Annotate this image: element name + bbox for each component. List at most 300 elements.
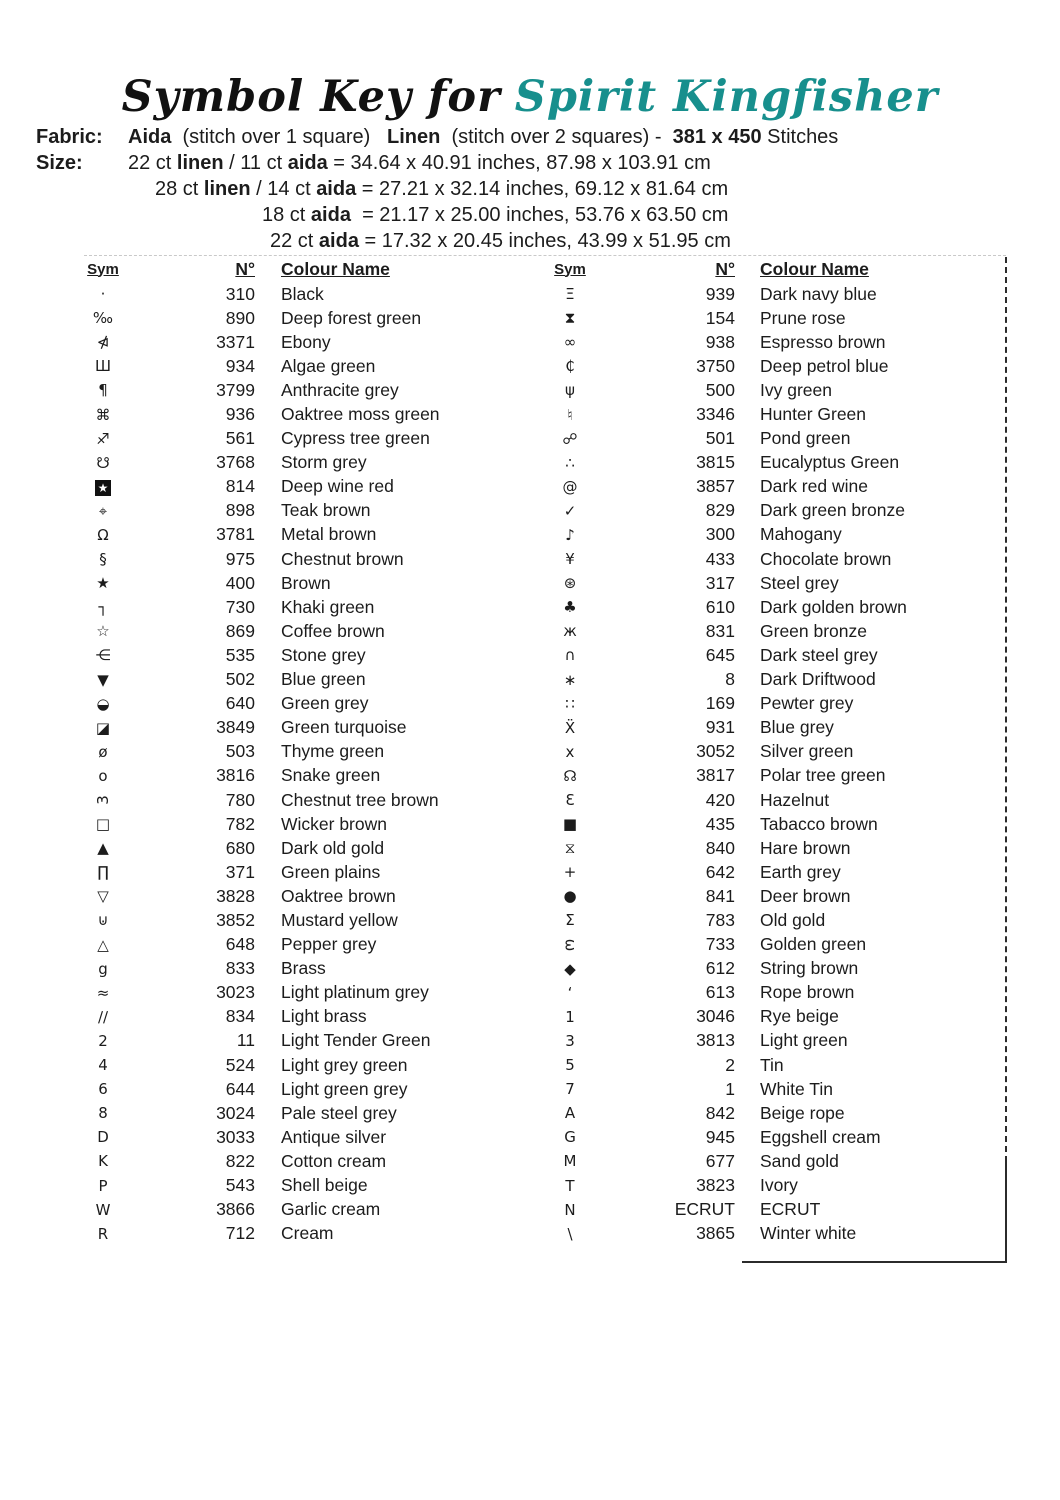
symbol-cell	[80, 1152, 126, 1170]
colour-name-cell: Old gold	[760, 909, 826, 930]
symbol-cell	[550, 671, 590, 689]
symbol-cell	[550, 454, 590, 472]
symbol-cell	[80, 839, 126, 857]
colour-name-cell: Wicker brown	[281, 813, 387, 834]
symbol-cell	[80, 960, 126, 978]
thread-number-cell: 3866	[216, 1199, 255, 1220]
text-segment: Linen	[386, 126, 441, 148]
key-row	[80, 427, 530, 451]
colour-name-cell: Green grey	[281, 693, 369, 714]
key-row	[80, 716, 530, 740]
key-row	[80, 354, 530, 378]
key-row	[80, 740, 530, 764]
key-row	[80, 668, 530, 692]
colour-name-cell: Dark green bronze	[760, 500, 905, 521]
colour-name-cell: Anthracite grey	[281, 379, 399, 400]
text-segment: aida	[287, 152, 328, 174]
page-title	[0, 72, 1060, 122]
title-name: Spirit Kingfisher	[514, 72, 939, 122]
symbol-cell	[80, 936, 126, 954]
symbol-cell	[80, 1177, 126, 1195]
symbol-glyph: 7	[565, 1080, 575, 1099]
text-segment: aida	[316, 178, 357, 200]
key-row	[550, 595, 1000, 619]
symbol-cell	[550, 1225, 590, 1243]
symbol-cell	[80, 815, 126, 833]
key-row	[550, 1198, 1000, 1222]
colour-name-cell: Steel grey	[760, 572, 839, 593]
key-row	[80, 643, 530, 667]
thread-number-cell: 645	[705, 644, 735, 665]
symbol-cell	[550, 285, 590, 303]
symbol-cell	[80, 550, 126, 568]
symbol-glyph: Ω	[97, 525, 109, 544]
specs-block	[36, 124, 838, 254]
thread-number-cell: 680	[225, 837, 255, 858]
symbol-glyph: ‰	[92, 309, 114, 328]
symbol-cell	[80, 598, 126, 616]
thread-number-cell: 1	[725, 1078, 735, 1099]
thread-number-cell: 834	[225, 1006, 255, 1027]
colour-name-cell: Light green	[760, 1030, 848, 1051]
symbol-glyph: ∷	[565, 694, 575, 713]
colour-name-cell: Beige rope	[760, 1102, 845, 1123]
key-row	[80, 595, 530, 619]
symbol-glyph: ⌖	[98, 501, 108, 520]
thread-number-cell: 898	[225, 500, 255, 521]
sym-header: Sym	[554, 260, 586, 278]
thread-number-cell: 310	[225, 283, 255, 304]
colour-name-cell: Thyme green	[281, 741, 385, 762]
colour-name-cell: Chestnut tree brown	[281, 789, 439, 810]
symbol-cell	[550, 622, 590, 640]
symbol-glyph: ⊍	[97, 911, 109, 930]
symbol-glyph: ☊	[563, 766, 577, 785]
thread-number-cell: 3052	[696, 741, 735, 762]
key-row	[550, 1101, 1000, 1125]
symbol-cell	[550, 478, 590, 496]
colour-name-cell: Green plains	[281, 861, 381, 882]
colour-name-cell: Hunter Green	[760, 404, 867, 425]
size-line	[128, 202, 731, 228]
thread-number-cell: 936	[225, 404, 255, 425]
colour-name-cell: Tabacco brown	[760, 813, 878, 834]
symbol-cell	[80, 743, 126, 761]
symbol-cell	[550, 1104, 590, 1122]
key-row	[550, 571, 1000, 595]
size-line	[128, 150, 731, 176]
symbol-glyph: Ш	[94, 357, 112, 376]
colour-name-cell: Winter white	[760, 1223, 857, 1244]
symbol-glyph: ‘	[567, 983, 573, 1002]
colour-name-cell: Coffee brown	[281, 620, 385, 641]
symbol-glyph: ¶	[98, 381, 108, 400]
key-row	[550, 812, 1000, 836]
symbol-glyph: ∕∕	[97, 1007, 109, 1026]
colour-name-cell: Teak brown	[281, 500, 371, 521]
key-row	[80, 1101, 530, 1125]
symbol-cell	[550, 598, 590, 616]
key-row	[550, 668, 1000, 692]
key-row	[80, 547, 530, 571]
title-prefix: Symbol Key for	[121, 72, 501, 122]
thread-number-cell: 840	[705, 837, 735, 858]
key-row	[550, 475, 1000, 499]
key-row	[550, 378, 1000, 402]
colour-name-cell: Eggshell cream	[760, 1126, 881, 1147]
text-segment: Stitches	[761, 126, 839, 148]
symbol-glyph: 8	[98, 1104, 108, 1123]
colour-name-cell: Prune rose	[760, 307, 846, 328]
symbol-glyph: x	[565, 742, 575, 761]
text-segment: = 27.21 x 32.14 inches, 69.12 x 81.64 cm	[356, 178, 729, 200]
symbol-cell	[80, 406, 126, 424]
thread-number-cell: 975	[225, 548, 255, 569]
key-header-right	[550, 256, 1000, 282]
key-row	[80, 1077, 530, 1101]
symbol-cell	[550, 1008, 590, 1026]
colour-name-cell: Stone grey	[281, 644, 366, 665]
colour-name-cell: Blue green	[281, 669, 366, 690]
key-row	[80, 619, 530, 643]
symbol-cell	[80, 1056, 126, 1074]
symbol-cell	[80, 478, 126, 496]
symbol-glyph: ⧗	[564, 309, 576, 328]
colour-name-cell: Dark old gold	[281, 837, 385, 858]
symbol-cell	[80, 1201, 126, 1219]
colour-name-cell: Dark Driftwood	[760, 669, 876, 690]
symbol-cell	[550, 430, 590, 448]
thread-number-cell: 501	[705, 428, 735, 449]
symbol-glyph: ♣	[563, 598, 577, 617]
colour-name-cell: Blue grey	[760, 717, 834, 738]
symbol-cell	[550, 1056, 590, 1074]
symbol-cell	[80, 984, 126, 1002]
number-header: N°	[715, 258, 735, 279]
symbol-cell	[550, 406, 590, 424]
colour-name-cell: Deep petrol blue	[760, 355, 889, 376]
thread-number-cell: 8	[725, 669, 735, 690]
fabric-row	[36, 124, 838, 150]
symbol-glyph: ψ	[565, 381, 575, 400]
symbol-glyph: ◪	[95, 718, 111, 737]
size-lines	[128, 150, 731, 254]
thread-number-cell: 524	[225, 1054, 255, 1075]
symbol-glyph: ♪	[565, 525, 575, 544]
thread-number-cell: 644	[225, 1078, 255, 1099]
thread-number-cell: 3023	[216, 982, 255, 1003]
thread-number-cell: 733	[705, 934, 735, 955]
symbol-cell	[550, 1152, 590, 1170]
colour-name-cell: Dark red wine	[760, 476, 868, 497]
colour-name-cell: Pewter grey	[760, 693, 854, 714]
size-row	[36, 150, 838, 254]
key-row	[550, 1053, 1000, 1077]
colour-name-cell: Cream	[281, 1223, 334, 1244]
thread-number-cell: 3346	[696, 404, 735, 425]
symbol-cell	[80, 671, 126, 689]
text-segment: (stitch over 2 squares) -	[440, 126, 673, 148]
key-row	[550, 1077, 1000, 1101]
symbol-cell	[80, 863, 126, 881]
key-row	[80, 571, 530, 595]
text-segment: / 14 ct	[250, 178, 317, 200]
size-line	[128, 176, 731, 202]
fabric-label: Fabric:	[36, 126, 103, 148]
thread-number-cell: 3768	[216, 452, 255, 473]
thread-number-cell: 561	[225, 428, 255, 449]
symbol-glyph: o	[98, 766, 108, 785]
thread-number-cell: 300	[705, 524, 735, 545]
colour-name-cell: Light green grey	[281, 1078, 408, 1099]
size-label: Size:	[36, 152, 83, 174]
colour-name-cell: Ivory	[760, 1175, 798, 1196]
key-rows-right	[550, 282, 1000, 1246]
symbol-glyph: □	[95, 815, 111, 834]
symbol-cell	[80, 1104, 126, 1122]
symbol-glyph: g	[98, 959, 108, 978]
colour-name-cell: Earth grey	[760, 861, 841, 882]
thread-number-cell: 829	[705, 500, 735, 521]
thread-number-cell: 842	[705, 1102, 735, 1123]
symbol-glyph: ☍	[562, 429, 578, 448]
thread-number-cell: 503	[225, 741, 255, 762]
symbol-glyph: ▼	[97, 670, 109, 689]
thread-number-cell: 833	[225, 958, 255, 979]
symbol-cell	[550, 1201, 590, 1219]
thread-number-cell: 783	[705, 909, 735, 930]
colour-name-cell: Pond green	[760, 428, 851, 449]
key-row	[550, 740, 1000, 764]
key-row	[80, 475, 530, 499]
symbol-cell	[550, 309, 590, 327]
key-row	[80, 764, 530, 788]
symbol-cell	[80, 526, 126, 544]
thread-number-cell: 3813	[696, 1030, 735, 1051]
symbol-cell	[550, 791, 590, 809]
key-row	[550, 933, 1000, 957]
symbol-glyph: ♮	[567, 405, 573, 424]
key-row	[550, 330, 1000, 354]
thread-number-cell: 3750	[696, 355, 735, 376]
symbol-cell	[80, 1008, 126, 1026]
symbol-glyph: ·	[100, 285, 106, 304]
colour-name-cell: Dark golden brown	[760, 596, 907, 617]
symbol-glyph: △	[97, 935, 109, 954]
symbol-glyph: ∗	[563, 670, 577, 689]
fabric-content	[128, 124, 838, 150]
key-row	[550, 692, 1000, 716]
key-row	[550, 981, 1000, 1005]
thread-number-cell: 400	[225, 572, 255, 593]
symbol-glyph: G	[564, 1128, 576, 1147]
colour-name-cell: Ivy green	[760, 379, 832, 400]
symbol-cell	[80, 1128, 126, 1146]
thread-number-cell: 934	[225, 355, 255, 376]
key-row	[80, 1222, 530, 1246]
text-segment: = 17.32 x 20.45 inches, 43.99 x 51.95 cm	[358, 230, 731, 252]
symbol-cell	[80, 285, 126, 303]
key-row	[550, 764, 1000, 788]
symbol-glyph: M	[563, 1152, 577, 1171]
key-row	[80, 692, 530, 716]
colour-name-cell: Green bronze	[760, 620, 868, 641]
colour-name-cell: ECRUT	[760, 1199, 821, 1220]
symbol-cell	[80, 695, 126, 713]
text-segment: = 21.17 x 25.00 inches, 53.76 x 63.50 cm	[350, 204, 729, 226]
key-row	[550, 908, 1000, 932]
symbol-cell	[80, 381, 126, 399]
symbol-glyph: ⊛	[563, 574, 577, 593]
key-row	[550, 1173, 1000, 1197]
key-row	[550, 1125, 1000, 1149]
thread-number-cell: 3816	[216, 765, 255, 786]
key-row	[80, 1149, 530, 1173]
symbol-glyph: ⧖	[564, 839, 576, 858]
thread-number-cell: 3849	[216, 717, 255, 738]
symbol-cell	[550, 574, 590, 592]
thread-number-cell: 938	[705, 331, 735, 352]
colour-name-cell: Tin	[760, 1054, 784, 1075]
symbol-cell	[550, 1177, 590, 1195]
bottom-rule	[742, 1261, 1007, 1263]
symbol-cell	[80, 1032, 126, 1050]
colour-name-cell: Brass	[281, 958, 326, 979]
key-row	[550, 306, 1000, 330]
key-row	[80, 330, 530, 354]
symbol-glyph: ◆	[564, 959, 576, 978]
symbol-cell	[80, 574, 126, 592]
colour-name-cell: White Tin	[760, 1078, 833, 1099]
symbol-glyph: 3	[93, 795, 112, 805]
symbol-glyph: R	[97, 1224, 109, 1243]
thread-number-cell: 3046	[696, 1006, 735, 1027]
symbol-glyph: +	[563, 863, 577, 882]
thread-number-cell: 420	[705, 789, 735, 810]
colour-name-cell: Polar tree green	[760, 765, 886, 786]
colour-name-cell: Green turquoise	[281, 717, 407, 738]
symbol-cell	[550, 381, 590, 399]
thread-number-cell: 154	[705, 307, 735, 328]
colour-name-cell: Deep forest green	[281, 307, 422, 328]
symbol-glyph: Ẍ	[564, 718, 576, 737]
key-row	[80, 306, 530, 330]
symbol-cell	[80, 1080, 126, 1098]
key-row	[550, 957, 1000, 981]
key-row	[550, 402, 1000, 426]
thread-number-cell: 535	[225, 644, 255, 665]
symbol-glyph: ∏	[97, 863, 109, 882]
colour-name-cell: Deep wine red	[281, 476, 394, 497]
symbol-glyph: 2	[98, 1031, 108, 1050]
key-column-right	[550, 256, 1000, 1246]
symbol-cell	[550, 839, 590, 857]
key-rows-left	[80, 282, 530, 1246]
symbol-glyph: Ɛ	[565, 791, 575, 810]
key-row	[550, 547, 1000, 571]
thread-number-cell: 502	[225, 669, 255, 690]
colour-name-cell: String brown	[760, 958, 859, 979]
key-row	[80, 836, 530, 860]
symbol-cell	[550, 743, 590, 761]
key-row	[550, 643, 1000, 667]
symbol-glyph: ▲	[97, 839, 109, 858]
key-row	[80, 884, 530, 908]
symbol-glyph: 6	[98, 1080, 108, 1099]
thread-number-cell: 831	[705, 620, 735, 641]
key-row	[550, 836, 1000, 860]
symbol-cell	[80, 911, 126, 929]
text-segment: / 11 ct	[223, 152, 288, 174]
text-segment: aida	[318, 230, 359, 252]
symbol-cell	[550, 502, 590, 520]
thread-number-cell: 169	[705, 693, 735, 714]
colour-name-header: Colour Name	[281, 258, 390, 279]
key-row	[80, 1053, 530, 1077]
symbol-cell	[550, 936, 590, 954]
symbol-cell	[80, 646, 126, 664]
symbol-glyph: ø	[98, 742, 108, 761]
thread-number-cell: 612	[705, 958, 735, 979]
symbol-cell	[550, 911, 590, 929]
symbol-glyph: ¥	[565, 550, 575, 569]
colour-name-cell: Hare brown	[760, 837, 851, 858]
symbol-glyph: W	[95, 1200, 111, 1219]
text-segment: 28 ct	[155, 178, 204, 200]
key-row	[80, 860, 530, 884]
thread-number-cell: 3781	[216, 524, 255, 545]
key-row	[550, 1149, 1000, 1173]
colour-name-cell: Silver green	[760, 741, 854, 762]
key-column-left	[80, 256, 530, 1246]
text-segment: 381 x 450	[672, 126, 762, 148]
symbol-cell	[550, 1080, 590, 1098]
colour-name-cell: Sand gold	[760, 1150, 839, 1171]
symbol-glyph: 5	[565, 1056, 575, 1075]
key-row	[550, 427, 1000, 451]
colour-name-cell: Dark steel grey	[760, 644, 878, 665]
symbol-cell	[550, 333, 590, 351]
key-row	[80, 908, 530, 932]
right-solid-border	[1005, 1162, 1007, 1262]
key-row	[80, 523, 530, 547]
thread-number-cell: 613	[705, 982, 735, 1003]
symbol-cell	[550, 719, 590, 737]
thread-number-cell: 3024	[216, 1102, 255, 1123]
colour-name-cell: Rope brown	[760, 982, 855, 1003]
thread-number-cell: 890	[225, 307, 255, 328]
symbol-glyph: N	[564, 1200, 576, 1219]
thread-number-cell: 3799	[216, 379, 255, 400]
colour-name-cell: Eucalyptus Green	[760, 452, 900, 473]
colour-name-cell: Pepper grey	[281, 934, 377, 955]
thread-number-cell: 3823	[696, 1175, 735, 1196]
colour-name-cell: Chocolate brown	[760, 548, 892, 569]
thread-number-cell: 640	[225, 693, 255, 714]
symbol-cell	[550, 887, 590, 905]
colour-name-cell: Ebony	[281, 331, 331, 352]
thread-number-cell: 3371	[216, 331, 255, 352]
symbol-glyph: ∴	[565, 453, 575, 472]
symbol-cell	[80, 309, 126, 327]
key-row	[80, 1125, 530, 1149]
symbol-cell	[80, 454, 126, 472]
key-row	[550, 1222, 1000, 1246]
symbol-cell	[550, 1032, 590, 1050]
size-line	[128, 228, 731, 254]
symbol-glyph: ★	[95, 480, 111, 496]
thread-number-cell: 500	[705, 379, 735, 400]
